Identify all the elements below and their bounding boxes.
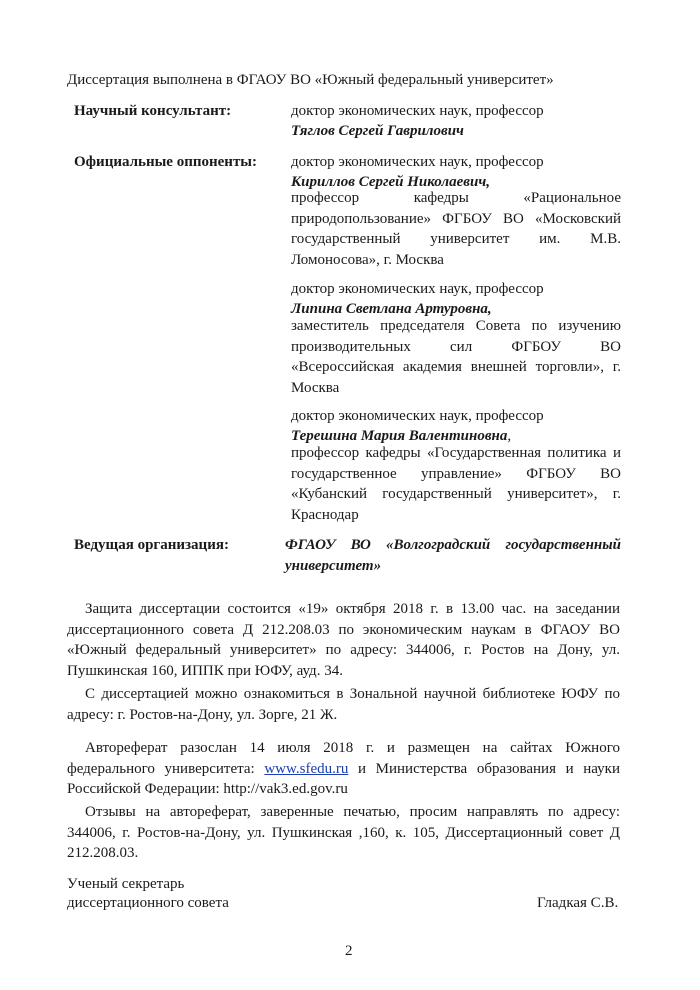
page-number: 2	[345, 943, 353, 959]
consultant-degree: доктор экономических наук, профессор	[291, 103, 544, 119]
opponent-name: Кириллов Сергей Николаевич,	[291, 174, 490, 190]
library-paragraph: С диссертацией можно ознакомиться в Зональной научной библиотеке ЮФУ по адресу: г. Ростов-на-Дону, ул. Зорге, 21 Ж.	[67, 686, 620, 723]
opponent-position: профессор кафедры «Рациональное природопользование» ФГБОУ ВО «Московский государственный университет им. М.В. Ломоносова», г. Москва	[291, 190, 621, 268]
abstract-paragraph	[67, 738, 620, 800]
reviews-paragraph: Отзывы на автореферат, заверенные печатью, просим направлять по адресу: 344006, г. Ростов-на-Дону, ул. Пушкинская ,160, к. 105, Диссертационный совет Д 212.208.03.	[67, 804, 620, 861]
abstract-text: Автореферат разослан 14 июля 2018 г. и размещен на сайтах Южного федерального университета:	[67, 740, 620, 777]
opponent-position: профессор кафедры «Государственная политика и государственное управление» ФГБОУ ВО «Кубанский государственный университет», г. Краснодар	[291, 445, 621, 523]
signature-title-line2: диссертационного совета	[67, 895, 229, 911]
opponent-name: Терешина Мария Валентиновна	[291, 428, 508, 444]
leading-org-label: Ведущая организация:	[74, 537, 229, 553]
header-line: Диссертация выполнена в ФГАОУ ВО «Южный федеральный университет»	[67, 72, 554, 88]
opponent-degree: доктор экономических наук, профессор	[291, 154, 544, 170]
abstract-text-end: и Министерства образования и науки Российской Федерации: http://vak3.ed.gov.ru	[67, 760, 621, 797]
leading-org-value: ФГАОУ ВО «Волгоградский государственный университет»	[285, 537, 621, 574]
opponent-degree: доктор экономических наук, профессор	[291, 281, 544, 297]
consultant-label: Научный консультант:	[74, 103, 232, 119]
opponents-label: Официальные оппоненты:	[74, 154, 258, 170]
defense-paragraph: Защита диссертации состоится «19» октября 2018 г. в 13.00 час. на заседании диссертационного совета Д 212.208.03 по экономическим наукам в ФГАОУ ВО «Южный федеральный университет» по адресу: 344006, г. Ростов на Дону, ул. Пушкинская 160, ИППК при ЮФУ, ауд. 34.	[67, 601, 620, 679]
signature-name: Гладкая С.В.	[537, 895, 619, 911]
sfedu-link[interactable]: www.sfedu.ru	[264, 760, 349, 777]
opponent-name-suffix: ,	[507, 428, 512, 444]
opponent-position: заместитель председателя Совета по изучению производительных сил ФГБОУ ВО «Всероссийская академия внешней торговли», г. Москва	[291, 318, 621, 396]
opponent-degree: доктор экономических наук, профессор	[291, 408, 544, 424]
signature-title-line1: Ученый секретарь	[67, 876, 185, 892]
consultant-name: Тяглов Сергей Гаврилович	[291, 123, 464, 139]
opponent-name: Липина Светлана Артуровна,	[291, 301, 492, 317]
